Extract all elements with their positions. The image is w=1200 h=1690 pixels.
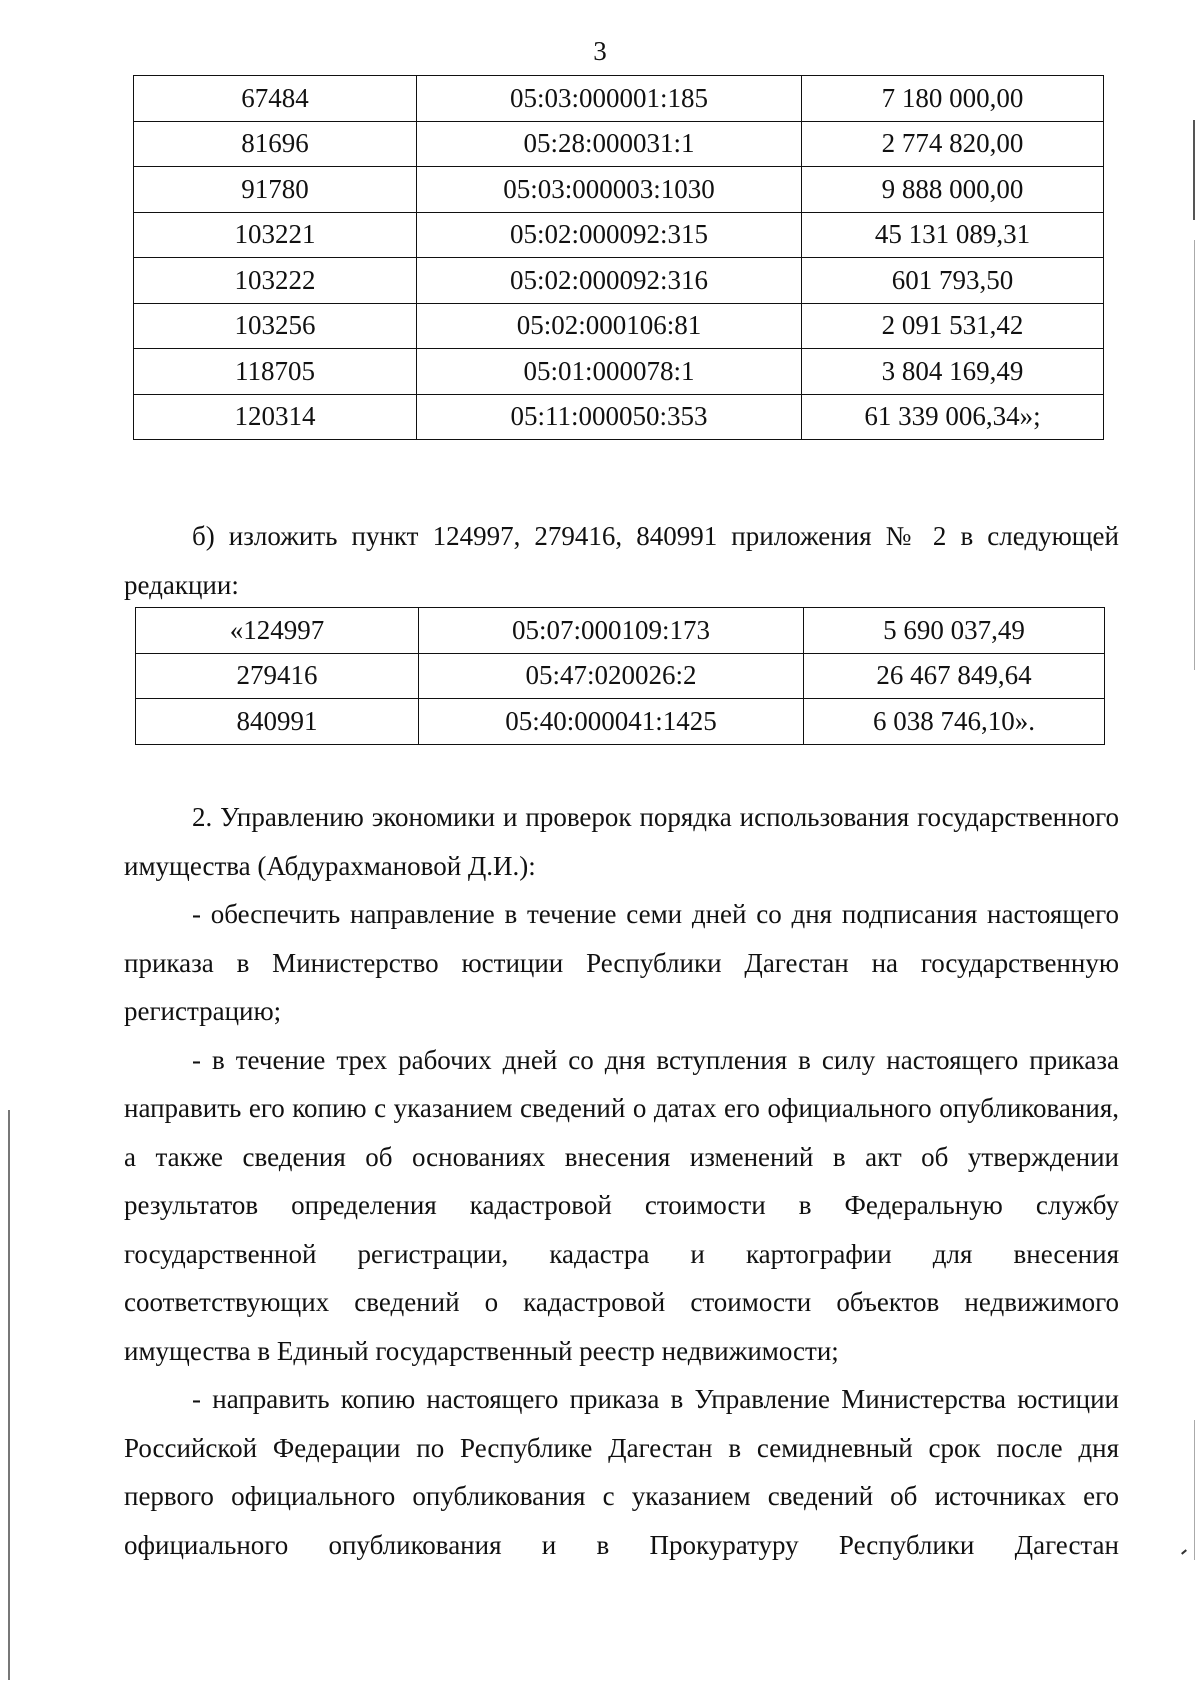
cadastral-number-cell: 05:11:000050:353 [417, 394, 802, 440]
scan-edge-line-right [1193, 120, 1195, 220]
cadastral-value-cell: 5 690 037,49 [804, 608, 1105, 654]
scan-tick-mark [1181, 1549, 1187, 1554]
table-row [134, 349, 1104, 395]
cadastral-table-a [133, 75, 1104, 440]
cadastral-number-cell: 05:03:000003:1030 [417, 167, 802, 213]
number-cell: 840991 [136, 699, 419, 745]
cadastral-value-cell: 2 091 531,42 [802, 303, 1104, 349]
bullet-justice-ministry: - направить копию настоящего приказа в Управление Министерства юстиции Российской Федерации по Республике Дагестан в семидневный срок после дня первого официального опубликования с указанием сведений об источниках его официального опубликования и в Прокуратуру Республики Дагестан [124, 1384, 1119, 1560]
table-row [134, 212, 1104, 258]
item-b-paragraph [124, 512, 1119, 609]
table-row [136, 699, 1105, 745]
table-row [134, 121, 1104, 167]
table-row [134, 394, 1104, 440]
scan-edge-line-right-lower [1194, 1420, 1195, 1560]
cadastral-value-cell: 45 131 089,31 [802, 212, 1104, 258]
cadastral-number-cell: 05:03:000001:185 [417, 76, 802, 122]
table-row [136, 608, 1105, 654]
section-2-heading: 2. Управлению экономики и проверок порядка использования государственного имущества (Абдурахмановой Д.И.): [124, 802, 1119, 881]
number-cell: 81696 [134, 121, 417, 167]
cadastral-number-cell: 05:02:000092:315 [417, 212, 802, 258]
cadastral-value-cell: 26 467 849,64 [804, 653, 1105, 699]
number-cell: «124997 [136, 608, 419, 654]
number-cell: 279416 [136, 653, 419, 699]
table-row [134, 258, 1104, 304]
cadastral-value-cell: 2 774 820,00 [802, 121, 1104, 167]
bullet-rosreestr: - в течение трех рабочих дней со дня вступления в силу настоящего приказа направить его копию с указанием сведений о датах его официального опубликования, а также сведения об основаниях внесения изменений в акт об утверждении результатов определения кадастровой стоимости в Федеральную службу государственной регистрации, кадастра и картографии для внесения соответствующих сведений о кадастровой стоимости объектов недвижимого имущества в Единый государственный реестр недвижимости; [124, 1044, 1119, 1366]
cadastral-table-b [135, 607, 1105, 745]
scan-edge-line-left [8, 1110, 10, 1680]
cadastral-number-cell: 05:47:020026:2 [419, 653, 804, 699]
cadastral-value-cell: 61 339 006,34»; [802, 394, 1104, 440]
number-cell: 103221 [134, 212, 417, 258]
cadastral-number-cell: 05:01:000078:1 [417, 349, 802, 395]
cadastral-number-cell: 05:40:000041:1425 [419, 699, 804, 745]
cadastral-value-cell: 3 804 169,49 [802, 349, 1104, 395]
cadastral-number-cell: 05:28:000031:1 [417, 121, 802, 167]
scan-edge-line-right-faint [1194, 240, 1195, 670]
section-2 [124, 793, 1119, 1569]
number-cell: 91780 [134, 167, 417, 213]
cadastral-number-cell: 05:02:000106:81 [417, 303, 802, 349]
number-cell: 118705 [134, 349, 417, 395]
cadastral-number-cell: 05:07:000109:173 [419, 608, 804, 654]
number-cell: 103256 [134, 303, 417, 349]
cadastral-value-cell: 6 038 746,10». [804, 699, 1105, 745]
item-b-text: б) изложить пункт 124997, 279416, 840991 приложения № 2 в следующей редакции: [124, 521, 1119, 600]
cadastral-value-cell: 9 888 000,00 [802, 167, 1104, 213]
cadastral-value-cell: 7 180 000,00 [802, 76, 1104, 122]
table-row [136, 653, 1105, 699]
number-cell: 67484 [134, 76, 417, 122]
table-row [134, 303, 1104, 349]
bullet-registration: - обеспечить направление в течение семи дней со дня подписания настоящего приказа в Министерство юстиции Республики Дагестан на государственную регистрацию; [124, 899, 1119, 1026]
table-row [134, 76, 1104, 122]
table-row [134, 167, 1104, 213]
page-number: 3 [593, 36, 607, 66]
cadastral-value-cell: 601 793,50 [802, 258, 1104, 304]
cadastral-number-cell: 05:02:000092:316 [417, 258, 802, 304]
number-cell: 120314 [134, 394, 417, 440]
number-cell: 103222 [134, 258, 417, 304]
